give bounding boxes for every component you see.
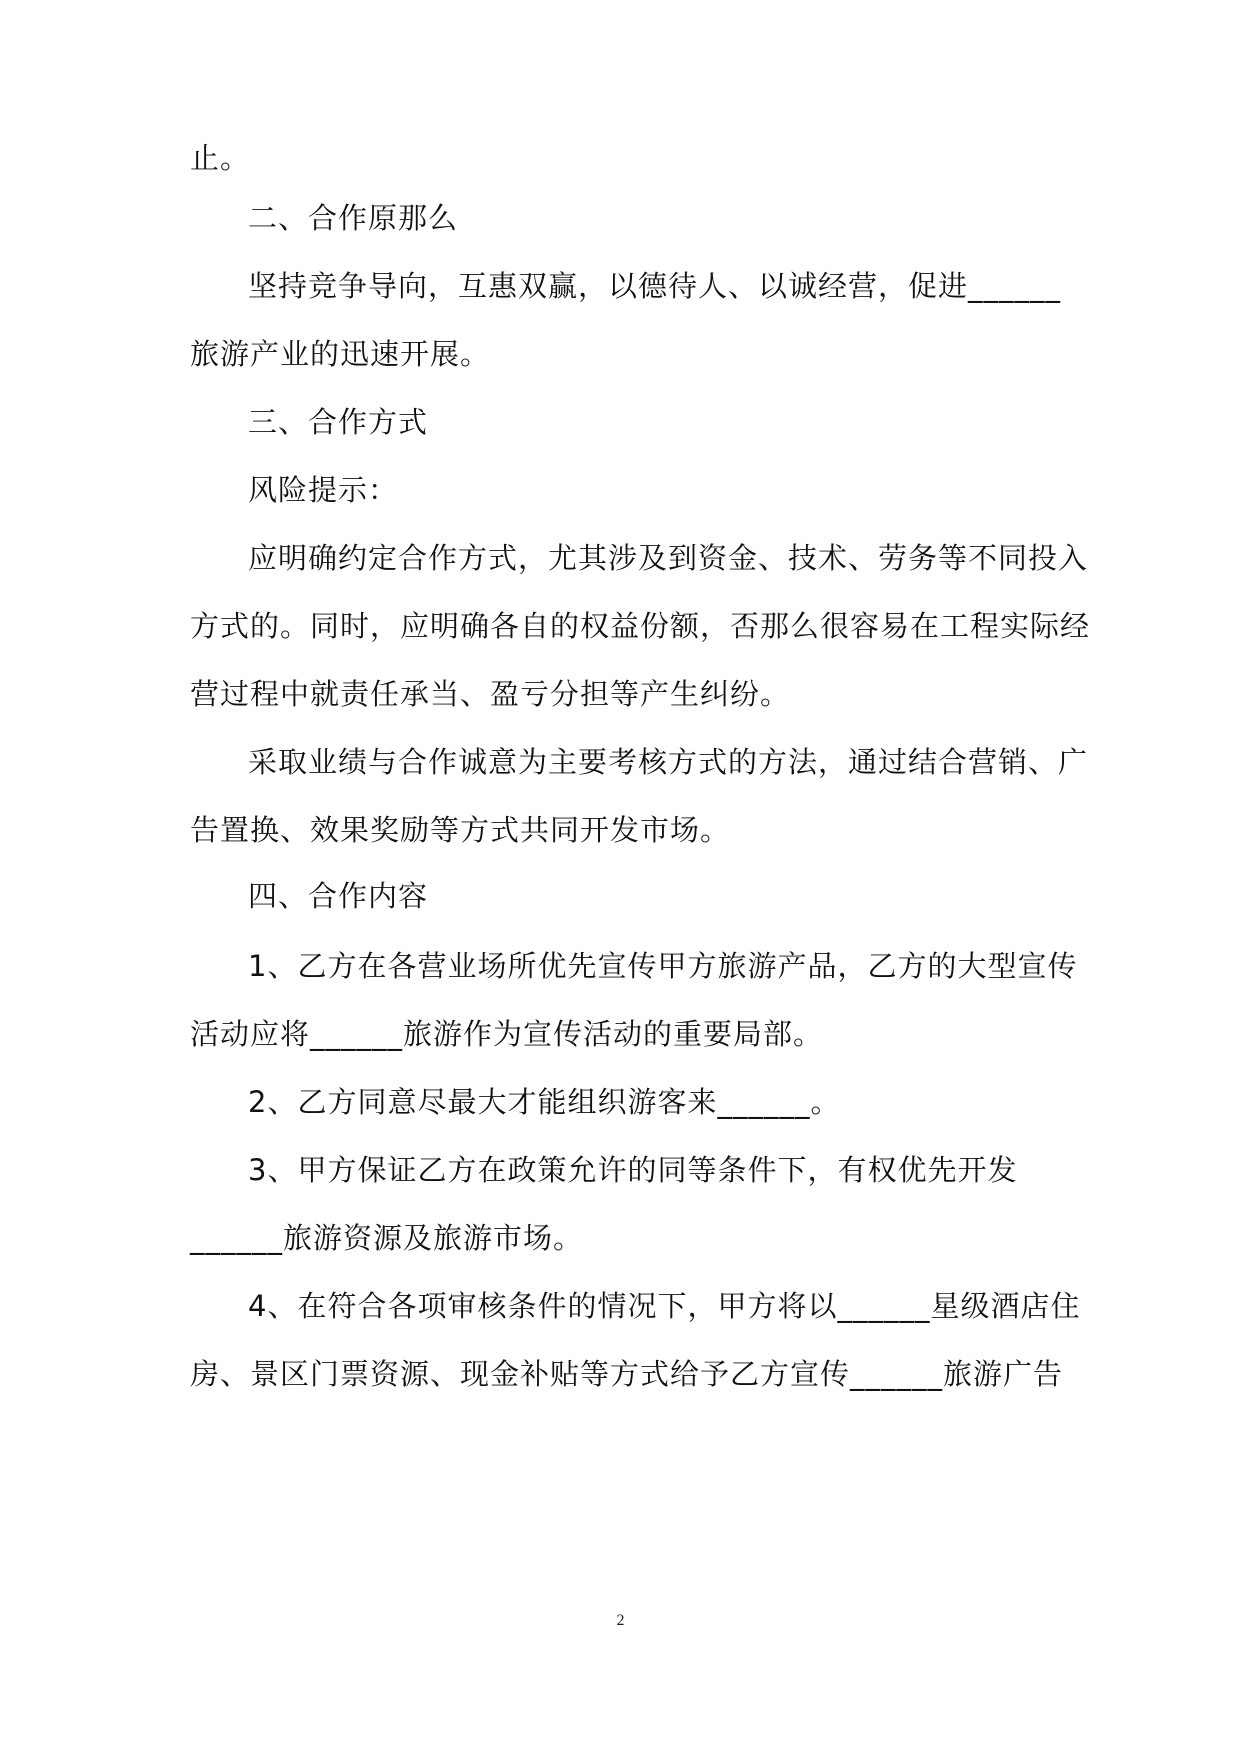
clause-line: 3、甲方保证乙方在政策允许的同等条件下，有权优先开发 (248, 1153, 1018, 1187)
clause-line: 2、乙方同意尽最大才能组织游客来______。 (248, 1085, 841, 1119)
clause-line: 1、乙方在各营业场所优先宣传甲方旅游产品，乙方的大型宣传 (248, 949, 1078, 983)
clause-line: 房、景区门票资源、现金补贴等方式给予乙方宣传______旅游广告 (190, 1357, 1064, 1391)
section-heading: 三、合作方式 (248, 405, 429, 439)
paragraph-line: 坚持竞争导向，互惠双赢，以德待人、以诚经营，促进______ (248, 269, 1062, 303)
paragraph-line: 方式的。同时，应明确各自的权益份额，否那么很容易在工程实际经 (190, 609, 1091, 643)
page-number: 2 (616, 1612, 625, 1629)
section-heading: 四、合作内容 (248, 879, 429, 913)
paragraph-line: 告置换、效果奖励等方式共同开发市场。 (190, 813, 731, 847)
risk-note-label: 风险提示： (248, 473, 399, 507)
text-line: 止。 (190, 141, 251, 175)
clause-line: 活动应将______旅游作为宣传活动的重要局部。 (190, 1017, 824, 1051)
paragraph-line: 营过程中就责任承当、盈亏分担等产生纠纷。 (190, 677, 791, 711)
paragraph-line: 采取业绩与合作诚意为主要考核方式的方法，通过结合营销、广 (248, 745, 1089, 779)
clause-line: 4、在符合各项审核条件的情况下，甲方将以______星级酒店住 (248, 1289, 1081, 1323)
paragraph-line: 应明确约定合作方式，尤其涉及到资金、技术、劳务等不同投入 (248, 541, 1089, 575)
clause-line: ______旅游资源及旅游市场。 (190, 1221, 584, 1255)
section-heading: 二、合作原那么 (248, 201, 459, 235)
paragraph-line: 旅游产业的迅速开展。 (190, 337, 491, 371)
